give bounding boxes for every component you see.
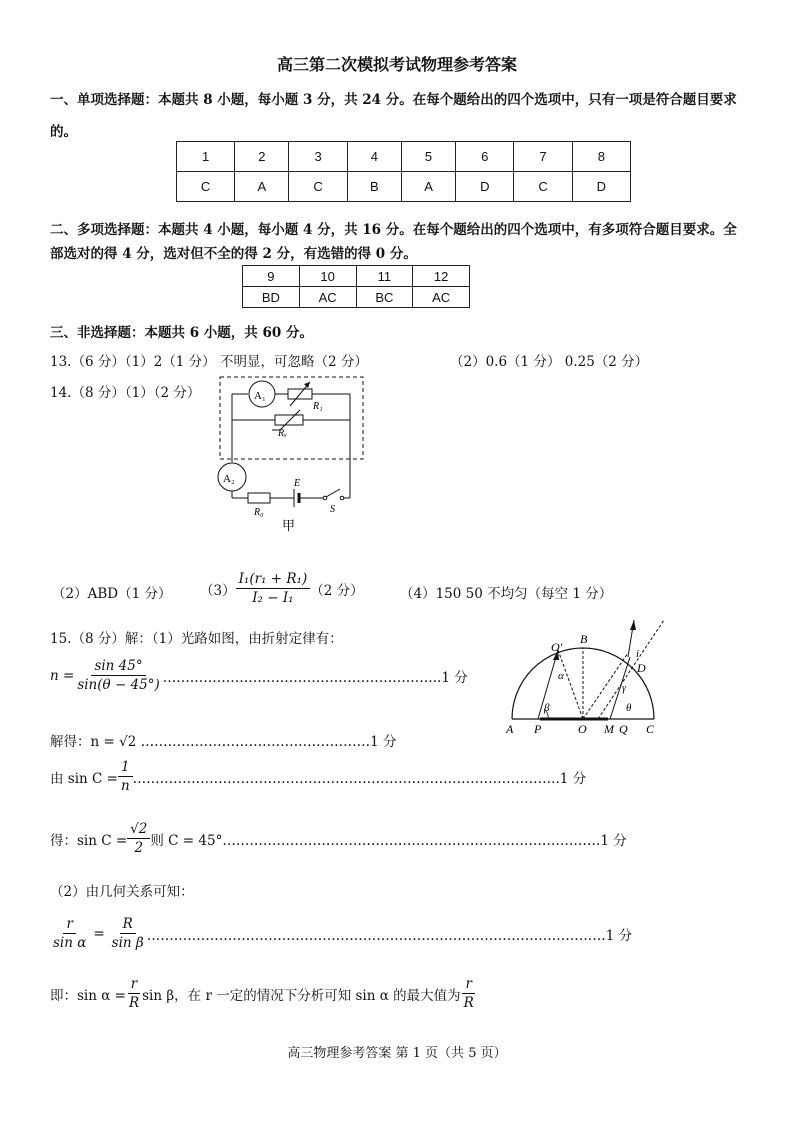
eq-fraction: [74, 657, 162, 694]
eq-fraction: [118, 758, 133, 795]
table-cell: 9: [243, 266, 300, 287]
label-A: A: [506, 722, 514, 736]
q14-part3-prefix: （3）: [200, 582, 236, 599]
q14-part3-suffix: （2 分）: [310, 582, 364, 599]
single-choice-answer-table: [176, 141, 631, 202]
fraction-denominator: R: [128, 995, 140, 1011]
fraction-numerator: I₁(r₁ + R₁): [236, 570, 311, 589]
table-row-numbers: [177, 142, 631, 172]
fraction-denominator: n: [120, 778, 130, 794]
table-cell: AC: [413, 287, 470, 308]
q14-part3: [200, 570, 364, 607]
q13-answer-part2: （2）0.6（1 分） 0.25（2 分）: [450, 354, 649, 370]
table-cell: 7: [514, 142, 572, 172]
eq-prefix: 由 sin C =: [50, 770, 118, 787]
eq-fraction-left: [50, 915, 89, 952]
label-B: B: [580, 632, 588, 646]
table-cell: 5: [401, 142, 455, 172]
label-r0: R₀: [254, 507, 264, 518]
score-dots: …………………………………………………………………………1 分: [222, 832, 627, 849]
fraction-numerator: r: [63, 915, 75, 934]
fraction-numerator: sin 45°: [91, 657, 145, 676]
label-O: O: [578, 722, 587, 736]
page-title: 高三第二次模拟考试物理参考答案: [276, 55, 517, 74]
score-dots: …………………………………………………………………………………………1 分: [146, 927, 633, 944]
fraction-denominator: I₂ − I₁: [252, 590, 294, 606]
table-cell: D: [456, 172, 514, 202]
table-cell: 8: [572, 142, 630, 172]
table-cell: 2: [235, 142, 289, 172]
page-footer: 高三物理参考答案 第 1 页（共 5 页）: [287, 1046, 507, 1061]
eq-fraction: [126, 975, 142, 1012]
label-theta: θ: [626, 702, 632, 714]
label-gamma: γ: [622, 683, 626, 694]
fraction-numerator: √2: [127, 820, 150, 839]
q14-part2: （2）ABD（1 分）: [52, 586, 172, 602]
circuit-caption: 甲: [282, 518, 296, 533]
section1-heading-cont: 的。: [50, 124, 77, 140]
fraction-numerator: R: [120, 915, 136, 934]
fraction-numerator: r: [462, 975, 474, 994]
eq-equals: =: [93, 925, 105, 942]
table-cell: D: [572, 172, 630, 202]
label-Q: Q: [619, 722, 628, 736]
table-cell: A: [235, 172, 289, 202]
table-row-numbers: [243, 266, 470, 287]
multi-choice-answer-table: [242, 265, 470, 308]
q14-part4: （4）150 50 不均匀（每空 1 分）: [400, 586, 613, 602]
label-C: C: [646, 722, 655, 736]
eq-mid: 则 C = 45°: [150, 832, 223, 849]
q15-part2: （2）由几何关系可知：: [50, 884, 194, 900]
fraction-denominator: sin(θ − 45°): [77, 677, 160, 693]
section2-heading-cont: 部选对的得 4 分，选对但不全的得 2 分，有选错的得 0 分。: [50, 246, 417, 262]
label-beta: β: [544, 702, 550, 714]
eq-lhs: n =: [50, 667, 75, 684]
q14-heading: 14.（8 分）（1）（2 分）: [50, 385, 201, 401]
eq-mid: sin β，在 r 一定的情况下分析可知 sin α 的最大值为: [142, 987, 461, 1004]
table-cell: 4: [347, 142, 401, 172]
table-cell: 3: [289, 142, 347, 172]
section1-heading: 一、单项选择题：本题共 8 小题，每小题 3 分，共 24 分。在每个题给出的四个选项中，只有一项是符合题目要求: [50, 92, 737, 108]
eq-prefix: 即：sin α =: [50, 987, 126, 1004]
fraction-numerator: 1: [118, 758, 133, 777]
q15-eq4: [50, 820, 627, 857]
optics-diagram: [500, 615, 670, 740]
table-cell: BC: [356, 287, 413, 308]
score-dots: ……………………………………………………..1 分: [162, 669, 468, 686]
label-alpha: α: [558, 670, 564, 682]
eq-fraction: [127, 820, 150, 857]
section3-heading: 三、非选择题：本题共 6 小题，共 60 分。: [50, 325, 313, 341]
label-e: E: [294, 478, 301, 489]
resistor-r0-icon: [248, 493, 270, 503]
label-a2: A₂: [223, 473, 235, 485]
table-cell: C: [289, 172, 347, 202]
table-cell: 12: [413, 266, 470, 287]
table-cell: 6: [456, 142, 514, 172]
q15-heading: 15.（8 分）解：（1）光路如图，由折射定律有：: [50, 631, 343, 647]
label-P: P: [534, 722, 542, 736]
label-M: M: [604, 722, 614, 736]
label-a1: A₁: [254, 390, 266, 402]
q15-eq5: [50, 915, 632, 952]
score-dots: …………………………………………………………………………………..1 分: [132, 770, 587, 787]
thermistor-rx-icon: [275, 415, 303, 425]
table-cell: 1: [177, 142, 235, 172]
label-D: D: [637, 661, 646, 675]
q15-eq3: [50, 758, 586, 795]
eq-fraction-max: [461, 975, 477, 1012]
q15-eq1: [50, 657, 468, 694]
q13-answer-part1: 13.（6 分）（1）2（1 分） 不明显，可忽略（2 分）: [50, 354, 368, 370]
table-cell: BD: [243, 287, 300, 308]
table-cell: AC: [299, 287, 356, 308]
fraction-denominator: R: [463, 995, 474, 1011]
table-cell: A: [401, 172, 455, 202]
fraction-numerator: r: [128, 975, 140, 994]
table-row-answers: [243, 287, 470, 308]
table-cell: C: [514, 172, 572, 202]
label-s: S: [330, 504, 335, 515]
table-row-answers: [177, 172, 631, 202]
fraction-denominator: 2: [134, 840, 144, 856]
label-r1: R₁: [313, 401, 323, 412]
eq-prefix: 得：sin C =: [50, 832, 128, 849]
label-i: i: [636, 648, 640, 660]
q15-eq6: [50, 975, 477, 1012]
eq-fraction-right: [109, 915, 147, 952]
table-cell: 11: [356, 266, 413, 287]
section2-heading: 二、多项选择题：本题共 4 小题，每小题 4 分，共 16 分。在每个题给出的四个选项中，有多项符合题目要求。全: [50, 222, 737, 238]
label-O-prime: O′: [551, 640, 563, 654]
fraction-denominator: sin α: [53, 935, 87, 951]
table-cell: B: [347, 172, 401, 202]
table-cell: C: [177, 172, 235, 202]
label-rx: Rₓ: [278, 428, 287, 439]
table-cell: 10: [299, 266, 356, 287]
q14-part3-fraction: [236, 570, 311, 607]
fraction-denominator: sin β: [111, 935, 144, 951]
circuit-diagram: [210, 372, 375, 537]
q15-eq2: 解得：n = √2 ……………………………………………1 分: [50, 734, 397, 750]
